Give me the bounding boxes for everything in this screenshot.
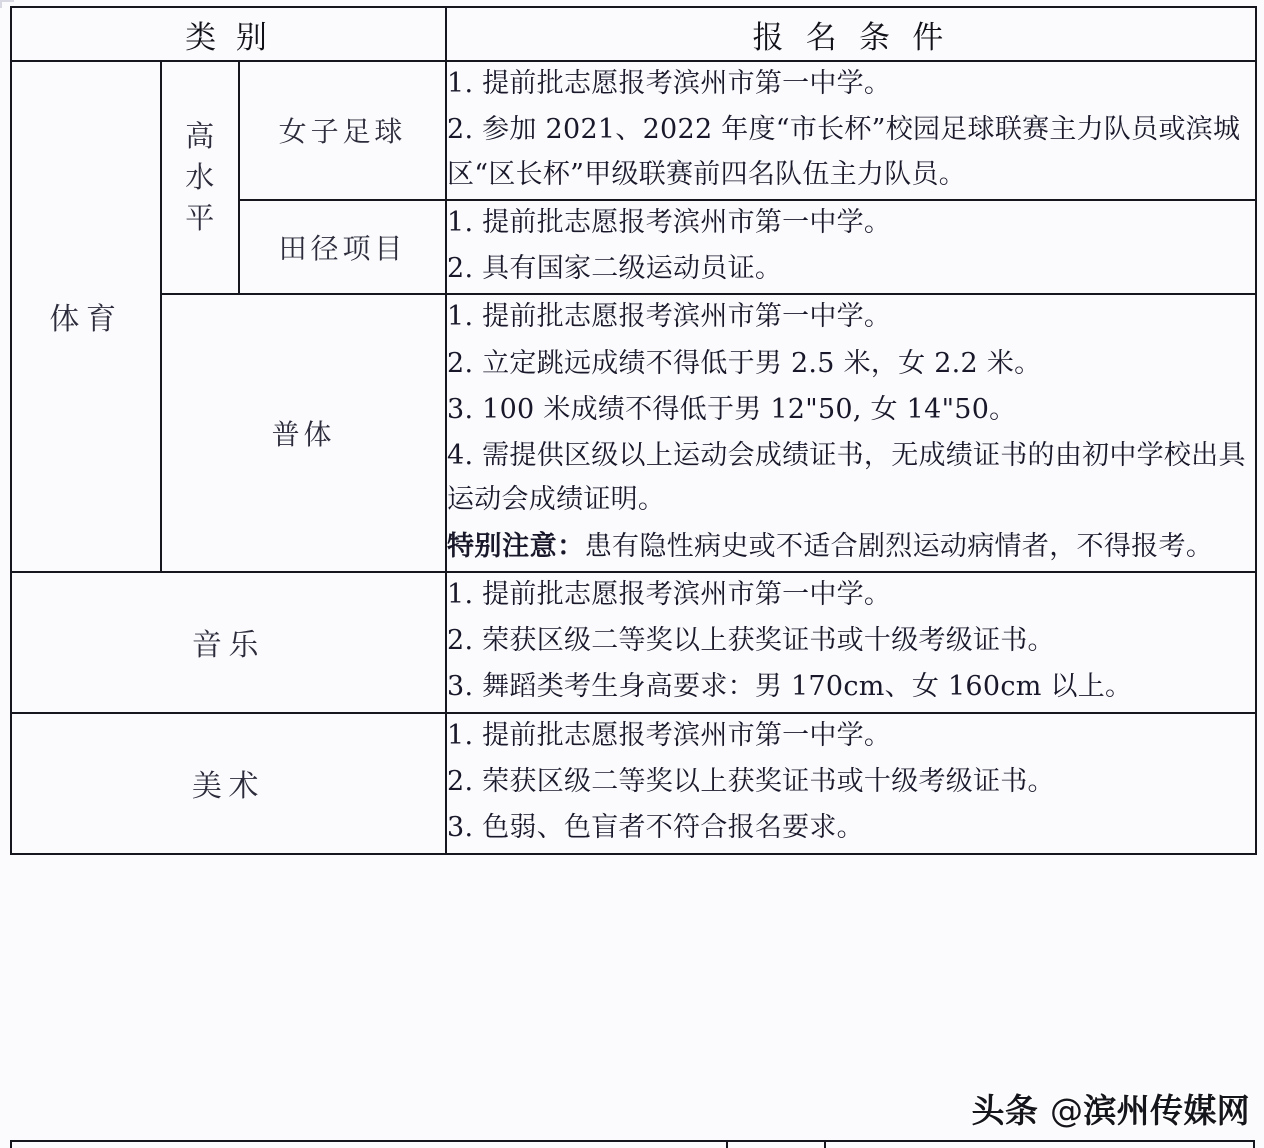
special-note-label: 特别注意： [447, 530, 585, 562]
condition-line: 2. 参加 2021、2022 年度“市长杯”校园足球联赛主力队员或滨城区“区长杯”甲级联赛前四名队伍主力队员。 [447, 114, 1241, 190]
item-cell-track-and-field: 田径项目 [239, 200, 446, 295]
column-header-conditions: 报 名 条 件 [446, 7, 1256, 61]
watermark-site: 滨州传媒网 [1083, 1091, 1250, 1130]
subgroup-char: 平 [185, 201, 215, 236]
condition-line: 3. 100 米成绩不得低于男 12"50, 女 14"50。 [447, 393, 1017, 425]
conditions-cell-track-and-field [446, 200, 1256, 295]
subgroup-cell-high-level [161, 61, 239, 294]
subgroup-char: 水 [185, 160, 215, 195]
conditions-cell-fine-arts [446, 713, 1256, 854]
condition-line: 3. 色弱、色盲者不符合报名要求。 [447, 812, 864, 844]
column-header-category: 类 别 [11, 7, 446, 61]
item-cell-womens-football: 女子足球 [239, 61, 446, 200]
watermark [972, 1085, 1251, 1132]
category-cell-music: 音乐 [11, 572, 446, 713]
condition-line: 3. 舞蹈类考生身高要求：男 170cm、女 160cm 以上。 [447, 671, 1133, 703]
table-header-row [11, 7, 1256, 61]
category-cell-fine-arts: 美术 [11, 713, 446, 854]
condition-line: 1. 提前批志愿报考滨州市第一中学。 [447, 68, 892, 99]
table-row [11, 61, 1256, 200]
condition-line: 1. 提前批志愿报考滨州市第一中学。 [447, 206, 892, 238]
watermark-prefix: 头条 [971, 1091, 1039, 1130]
next-table-divider [824, 1142, 826, 1148]
conditions-cell-womens-football [446, 61, 1256, 200]
requirements-table [10, 6, 1257, 855]
conditions-cell-general-pe [446, 294, 1256, 572]
special-note-text: 患有隐性病史或不适合剧烈运动病情者，不得报考。 [584, 530, 1214, 562]
watermark-at-icon: @ [1050, 1091, 1084, 1130]
condition-line: 2. 荣获区级二等奖以上获奖证书或十级考级证书。 [447, 625, 1055, 657]
next-table-edge-sliver [10, 1140, 1255, 1148]
table-row [11, 294, 1256, 572]
condition-line: 1. 提前批志愿报考滨州市第一中学。 [447, 301, 892, 333]
condition-line: 2. 荣获区级二等奖以上获奖证书或十级考级证书。 [447, 765, 1055, 797]
category-cell-sports: 体育 [11, 61, 161, 572]
condition-line: 2. 立定跳远成绩不得低于男 2.5 米，女 2.2 米。 [447, 347, 1042, 379]
condition-line: 2. 具有国家二级运动员证。 [447, 253, 783, 285]
subgroup-char: 高 [185, 118, 215, 153]
condition-line: 1. 提前批志愿报考滨州市第一中学。 [447, 719, 892, 751]
subgroup-label-high-level [185, 116, 215, 240]
table-row [11, 572, 1256, 713]
conditions-cell-music [446, 572, 1256, 713]
item-cell-general-pe: 普体 [161, 294, 446, 572]
condition-line: 1. 提前批志愿报考滨州市第一中学。 [447, 578, 892, 610]
special-note [447, 525, 1255, 569]
table-row [11, 713, 1256, 854]
next-table-divider [726, 1142, 728, 1148]
condition-line: 4. 需提供区级以上运动会成绩证书，无成绩证书的由初中学校出具运动会成绩证明。 [447, 440, 1246, 516]
